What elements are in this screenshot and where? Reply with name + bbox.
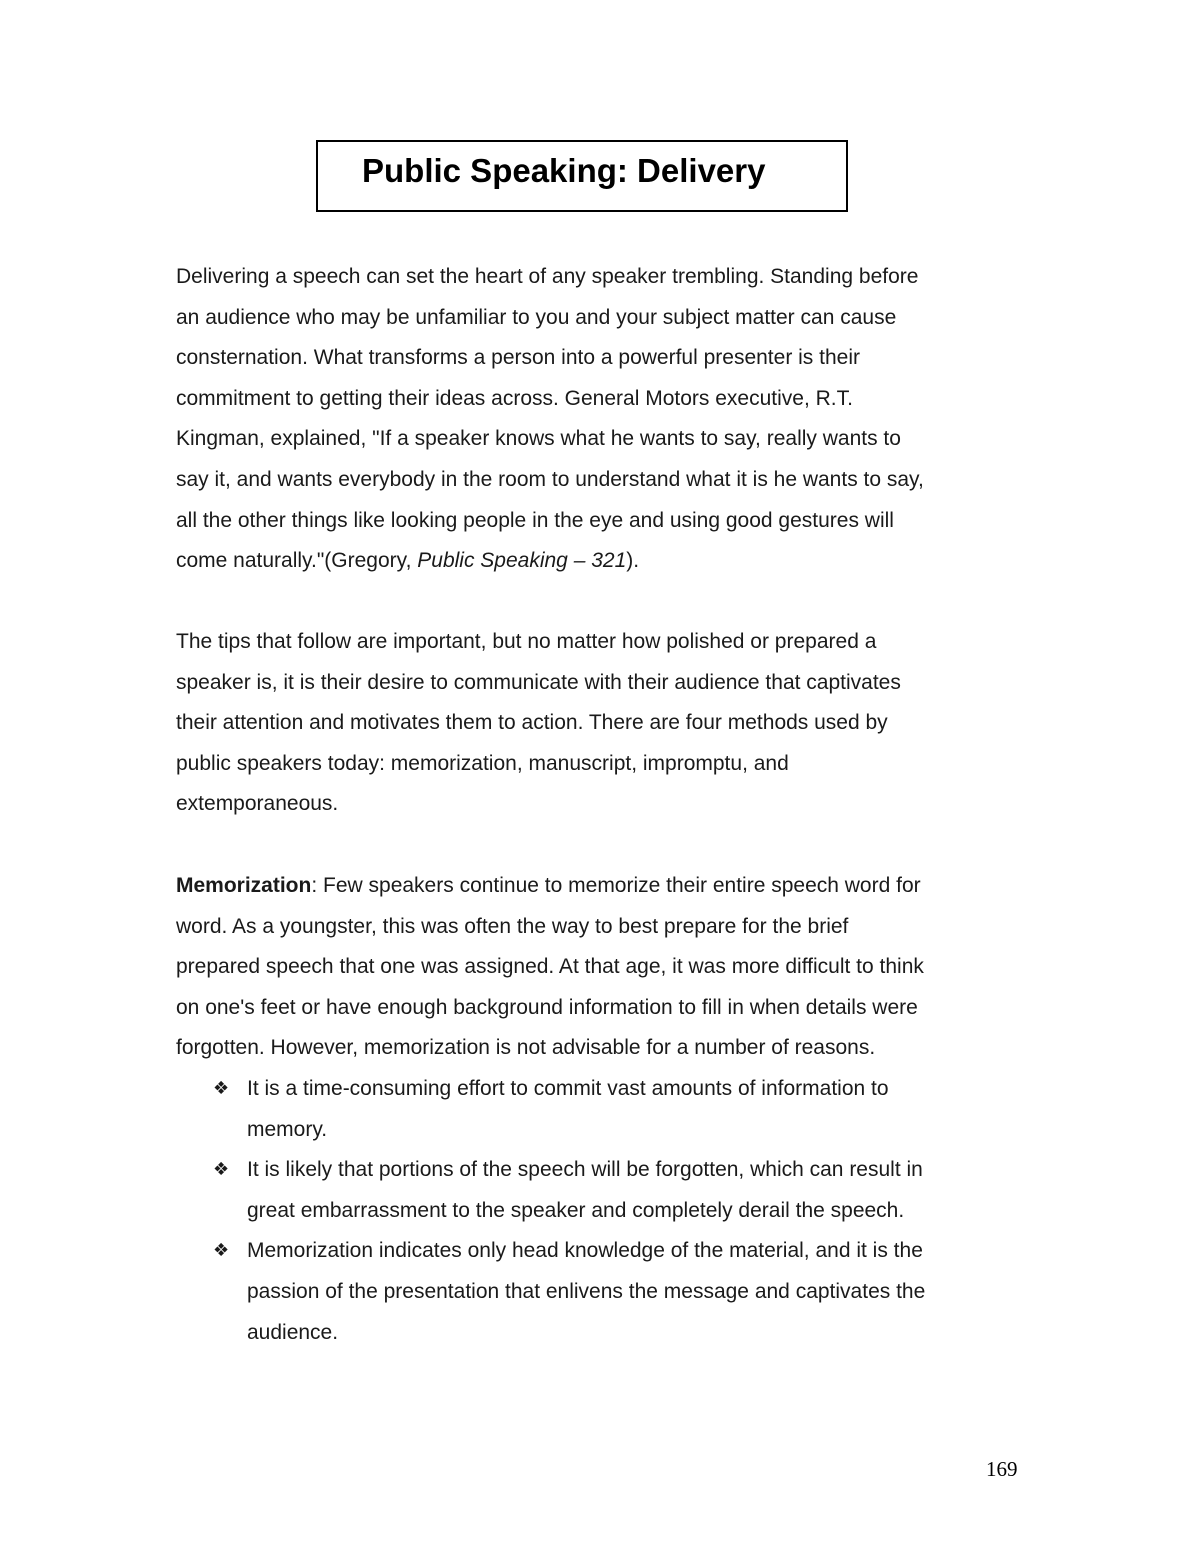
text-line: extemporaneous.: [176, 792, 339, 816]
memorization-paragraph: [176, 866, 1036, 1069]
text-line: Kingman, explained, "If a speaker knows what he wants to say, really wants to: [176, 427, 901, 451]
intro-paragraph: [176, 257, 1036, 582]
text-line: audience.: [247, 1320, 339, 1344]
text-line-citation: [176, 541, 1036, 582]
memorization-first-line: : Few speakers continue to memorize their entire speech word for: [311, 874, 921, 897]
text-line: say it, and wants everybody in the room to understand what it is he wants to say,: [176, 467, 924, 491]
diamond-bullet-icon: ❖: [213, 1159, 230, 1181]
text-line: Memorization indicates only head knowledge of the material, and it is the: [247, 1239, 923, 1263]
citation-prefix: come naturally."(Gregory,: [176, 549, 418, 573]
text-line: speaker is, it is their desire to communicate with their audience that captivates: [176, 670, 901, 694]
text-line: passion of the presentation that enlivens the message and captivates the: [247, 1279, 926, 1303]
text-line: great embarrassment to the speaker and completely derail the speech.: [247, 1198, 905, 1222]
text-line: consternation. What transforms a person into a powerful presenter is their: [176, 346, 860, 370]
diamond-bullet-icon: ❖: [213, 1240, 230, 1262]
text-line: public speakers today: memorization, manuscript, impromptu, and: [176, 751, 789, 775]
text-line: an audience who may be unfamiliar to you and your subject matter can cause: [176, 305, 897, 329]
citation-title: Public Speaking – 321: [417, 549, 627, 573]
text-line-heading: [176, 866, 1036, 907]
text-line: memory.: [247, 1117, 328, 1141]
text-line: Delivering a speech can set the heart of any speaker trembling. Standing before: [176, 265, 919, 288]
page-title: Public Speaking: Delivery: [362, 152, 766, 189]
page-number: 169: [986, 1457, 1018, 1481]
text-line: their attention and motivates them to action. There are four methods used by: [176, 711, 888, 735]
memorization-heading: Memorization: [176, 874, 312, 897]
text-line: forgotten. However, memorization is not advisable for a number of reasons.: [176, 1036, 876, 1060]
text-line: all the other things like looking people in the eye and using good gestures will: [176, 508, 894, 532]
list-item: [176, 1150, 1036, 1231]
text-line: prepared speech that one was assigned. At that age, it was more difficult to think: [176, 955, 924, 979]
text-line: The tips that follow are important, but no matter how polished or prepared a: [176, 630, 877, 653]
list-item: [176, 1069, 1036, 1150]
methods-paragraph: [176, 622, 1036, 825]
text-line: word. As a youngster, this was often the way to best prepare for the brief: [176, 914, 849, 938]
diamond-bullet-icon: ❖: [213, 1078, 230, 1099]
text-line: It is a time-consuming effort to commit vast amounts of information to: [247, 1077, 889, 1100]
text-line: It is likely that portions of the speech will be forgotten, which can result in: [247, 1158, 923, 1182]
title-box: [316, 140, 848, 212]
text-line: commitment to getting their ideas across. General Motors executive, R.T.: [176, 386, 853, 410]
citation-suffix: ).: [626, 549, 640, 573]
text-line: on one's feet or have enough background information to fill in when details were: [176, 995, 918, 1019]
list-item: [176, 1231, 1036, 1353]
memorization-bullet-list: [176, 1069, 1036, 1353]
